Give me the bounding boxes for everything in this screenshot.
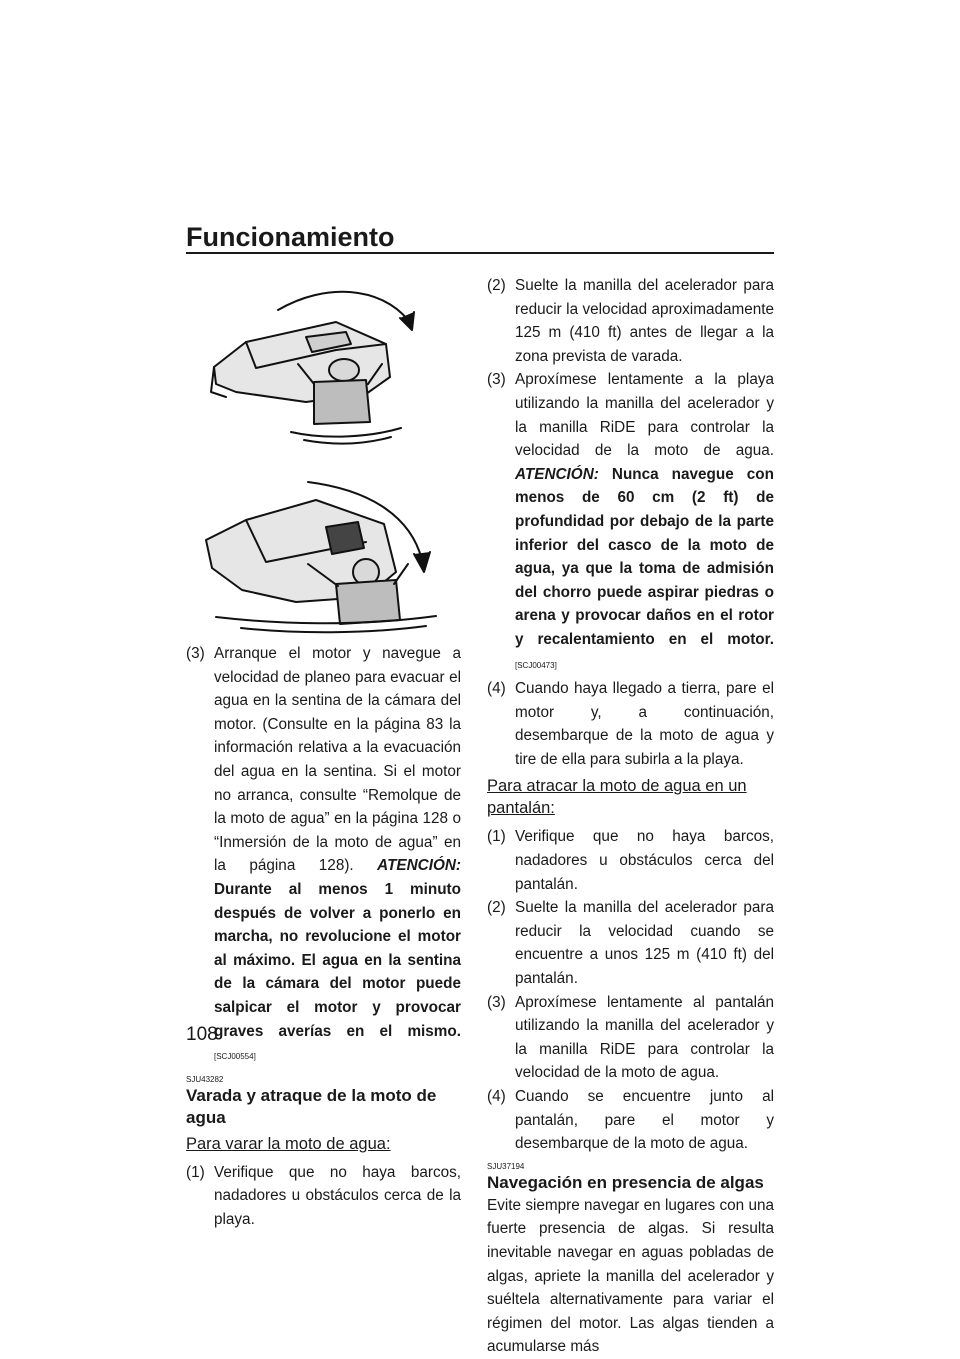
step-number: (3) [487,993,506,1011]
step-number: (1) [487,828,506,846]
subheading-docking: Para atracar la moto de agua en un pantalán: [487,777,747,818]
step-number: (4) [487,680,506,698]
step-text: Cuando haya llegado a tierra, pare el motor y, a continuación, desembarque de la moto de agua y tire de ella para subirla a la playa. [515,680,774,768]
warning-text: Nunca navegue con menos de 60 cm (2 ft) de profundidad por debajo de la parte inferior del casco de la moto de agua, ya que la toma de admisión del chorro puede aspirar piedras o arena y provocar daños en el rotor y recalentamiento en el motor. [515,465,774,648]
step-number: (2) [487,899,506,917]
page-header-title: Funcionamiento [186,222,395,252]
step-number: (4) [487,1088,506,1105]
section-heading: Navegación en presencia de algas [487,1172,764,1192]
seaweed-paragraph: Evite siempre navegar en lugares con una fuerte presencia de algas. Si resulta inevitable navegar en aguas pobladas de algas, apriete la manilla del acelerador y suéltela alternativamente para variar el régimen del motor. Las algas tienden a acumularse más [487,1196,774,1356]
warning-text: Durante al menos 1 minuto después de volver a ponerlo en marcha, no revolucione el motor al máximo. El agua en la sentina de la cámara del motor puede salpicar el motor y provocar graves averías en el mismo. [214,880,461,1040]
page-number: 108 [186,1024,218,1045]
header-rule [186,252,774,254]
dock-step-1 [487,825,774,896]
left-column [186,272,461,1231]
step-text: Suelte la manilla del acelerador para reducir la velocidad aproximadamente 125 m (410 ft) antes de llegar a la zona prevista de varada. [515,277,774,365]
beach-step-2 [487,274,774,368]
step-text [214,642,461,1069]
illustration-svg [186,272,461,642]
section-heading: Varada y atraque de la moto de agua [186,1085,437,1127]
section-code: SJU43282 [186,1074,224,1084]
step-text: Cuando se encuentre junto al pantalán, pare el motor y desembarque de la moto de agua. [515,1088,774,1153]
dock-step-2 [487,896,774,990]
beach-step-3 [487,368,774,677]
capsize-step-3 [186,642,461,1069]
beach-step-1 [186,1161,461,1232]
warning-label: ATENCIÓN: [377,857,461,875]
step-text [515,368,774,677]
warning-label: ATENCIÓN: [515,465,599,483]
step-text: Suelte la manilla del acelerador para reducir la velocidad cuando se encuentre a unos 125 m (410 ft) del pantalán. [515,899,774,988]
step-number: (3) [487,371,506,389]
step-text: Verifique que no haya barcos, nadadores u obstáculos cerca del pantalán. [515,828,774,893]
right-column [487,274,774,1359]
step-number: (1) [186,1163,205,1181]
step-number: (2) [487,277,506,294]
reference-code: [SCJ00554] [214,1052,256,1062]
step-number: (3) [186,645,205,662]
righting-watercraft-illustration [186,272,461,642]
section-code: SJU37194 [487,1161,525,1171]
step-body: Arranque el motor y navegue a velocidad de planeo para evacuar el agua en la sentina de la cámara del motor. (Consulte en la página 83 la información relativa a la evacuación del agua en la sentina. Si el motor no arranca, consulte “Remolque de la moto de agua” en la página 128 o “Inmersión de la moto de agua” en la página 128). [214,645,461,875]
step-body: Aproxímese lentamente a la playa utilizando la manilla del acelerador y la manilla RiDE para controlar la velocidad de la moto de agua. [515,371,774,460]
subheading-beaching: Para varar la moto de agua: [186,1134,391,1153]
dock-step-4 [487,1085,774,1156]
reference-code: [SCJ00473] [515,660,557,670]
dock-step-3 [487,991,774,1085]
step-text: Verifique que no haya barcos, nadadores u obstáculos cerca de la playa. [214,1163,461,1228]
beach-step-4 [487,677,774,771]
step-text: Aproxímese lentamente al pantalán utilizando la manilla del acelerador y la manilla RiDE para controlar la velocidad de la moto de agua. [515,993,774,1082]
